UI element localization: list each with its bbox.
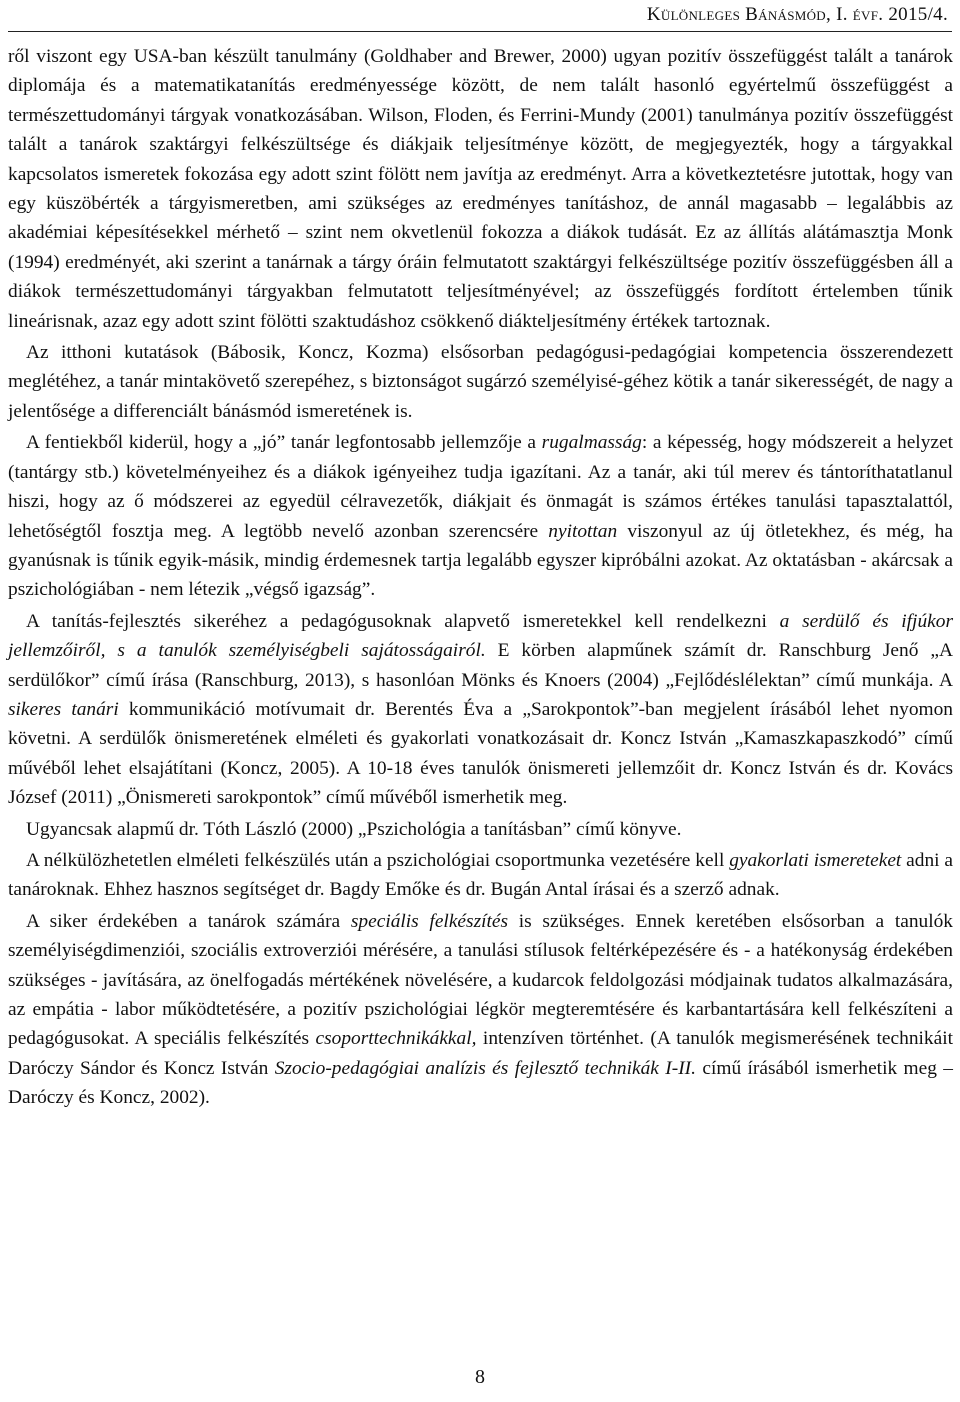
italic-run: rugalmasság [541,432,642,454]
italic-run: a serdülő és ifjúkor jellemzőiről, s a tanulók személyiségbeli sajátosságairól. [8,610,953,662]
italic-run: speciális felkészítés [350,910,509,932]
text-run: : a képesség, hogy módszereit a helyzet (tantárgy stb.) követelményeihez és a diákok igényeihez tudja igazítani. Az a tanár, aki túl merev és tántoríthatatlanul hiszi, hogy az ő módszerei az egyedül célravezetők, diákjait és önmagát is számos értékes tanulási tapasztalattól, lehetőségtől fosztja meg. A legtöbb nevelő azonban szerencsére [8,432,953,542]
paragraph-7 [8,907,953,1113]
paragraph-3 [8,428,953,604]
text-run: intenzíven történhet. (A tanulók megismerésének technikáit Daróczy Sándor és Koncz István [8,1028,953,1079]
article-body [8,42,953,1113]
italic-run: nyitottan [548,520,618,542]
italic-run: sikeres tanári [8,698,119,720]
text-run: A fentiekből kiderül, hogy a „jó” tanár legfontosabb jellemzője a [26,432,542,454]
text-run: Ugyancsak alapmű dr. Tóth László (2000) „Pszichológia a tanításban” című könyve. [26,818,682,840]
italic-run: gyakorlati ismereteket [729,849,902,871]
italic-run: Szocio-pedagógiai analízis és fejlesztő technikák I-II. [274,1057,696,1079]
text-run: E körben alapműnek számít dr. Ranschburg Jenő „A serdülőkor” című írása (Ranschburg, 2013), s hasonlóan Mönks és Knoers (2004) „Fejlődéslélektan” című munkája. A [8,640,953,691]
paragraph-1 [8,42,953,336]
paragraph-2 [8,338,953,426]
italic-run: csoporttechnikákkal, [315,1028,477,1050]
text-run: című írásából ismerhetik meg – Daróczy és Koncz, 2002). [8,1057,954,1109]
text-run: is szükséges. Ennek keretében elsősorban a tanulók személyiségdimenziói, szociális extroverziói mérésére, a tanulási stílusok feltérképezésére és - a hatékonyság érdekében szükséges - javítására, az önelfogadás mértékének növelésére, a kudarcok feldolgozási módjainak tudatos alkalmazására, az empátia - labor működtetésére, a pozitív pszichológiai légkör megteremtésére és karbantartására kell felkészíteni a pedagógusokat. A speciális felkészítés [8,910,954,1050]
paragraph-5 [8,815,953,844]
running-header: Különleges Bánásmód, I. évf. 2015/4. [646,4,948,25]
text-run: Az itthoni kutatások (Bábosik, Koncz, Kozma) elsősorban pedagógusi-pedagógiai kompetencia összerendezett meglétéhez, a tanár mintakövető szerepéhez, s biztonságot sugárzó személyisé-géhez kötik a tanár sikerességét, de nagy a jelentősége a differenciált bánásmód ismeretének is. [8,342,953,422]
text-run: A nélkülözhetetlen elméleti felkészülés után a pszichológiai csoportmunka vezetésére kell [26,849,730,871]
text-run: A siker érdekében a tanárok számára [26,910,351,932]
page-number: 8 [475,1366,485,1388]
paragraph-4 [8,607,953,813]
text-run: kommunikáció motívumait dr. Berentés Éva a „Sarokpontok”-ban megjelent írásából lehet nyomon követni. A serdülők önismeretének elméleti és gyakorlati vonatkozásait dr. Koncz István „Kamaszkapaszkodó” című művéből lehet elsajátítani (Koncz, 2005). A 10-18 éves tanulók önismereti jellemzőit dr. Koncz István és dr. Kovács József (2011) „Önismereti sarokpontok” című művéből ismerhetik meg. [8,698,953,809]
text-run: ről viszont egy USA-ban készült tanulmány (Goldhaber and Brewer, 2000) ugyan pozitív összefüggést talált a tanárok diplomája és a matematikatanítás eredményessége között, de nem talált hasonló egyértelmű összefüggést a természettudományi tárgyak vonatkozásában. Wilson, Floden, és Ferrini-Mundy (2001) tanulmánya pozitív összefüggést talált a tanárok szaktárgyi felkészültsége és diákjaik teljesítménye között, de megjegyezték, hogy a tárgyakkal kapcsolatos ismeretek fokozása egy adott szint fölött nem javítja az eredményt. Arra a következtetésre jutottak, hogy van egy küszöbérték a tárgyismeretben, ami szükséges az eredményes tanításhoz, de annál magasabb – legalábbis az akadémiai képesítésekkel mérhető – szint nem okvetlenül fokozza a diákok tudását. Ez az állítás alátámasztja Monk (1994) eredményét, aki szerint a tanárnak a tárgy óráin felmutatott szaktárgyi felkészültsége pozitív összefüggésben áll a diákok természettudományi tárgyakban felmutatott teljesítményével; az összefüggés fordított értelemben tűnik lineárisnak, azaz egy adott szint fölötti szaktudáshoz csökkenő diákteljesítmény értékek tartoznak. [8,46,953,332]
text-run: adni a tanároknak. Ehhez hasznos segítséget dr. Bagdy Emőke és dr. Bugán Antal írásai és a szerző adnak. [8,849,953,901]
text-run: A tanítás-fejlesztés sikeréhez a pedagógusoknak alapvető ismeretekkel kell rendelkezni [26,610,780,632]
paragraph-6 [8,846,953,905]
header-rule [8,31,952,32]
text-run: viszonyul az új ötletekhez, és még, ha gyanúsnak is tűnik egyik-másik, mindig érdemesnek tartja legalább egyszer kipróbálni azokat. Az oktatásban - akárcsak a pszichológiában - nem létezik „végső igazság”. [8,520,953,601]
